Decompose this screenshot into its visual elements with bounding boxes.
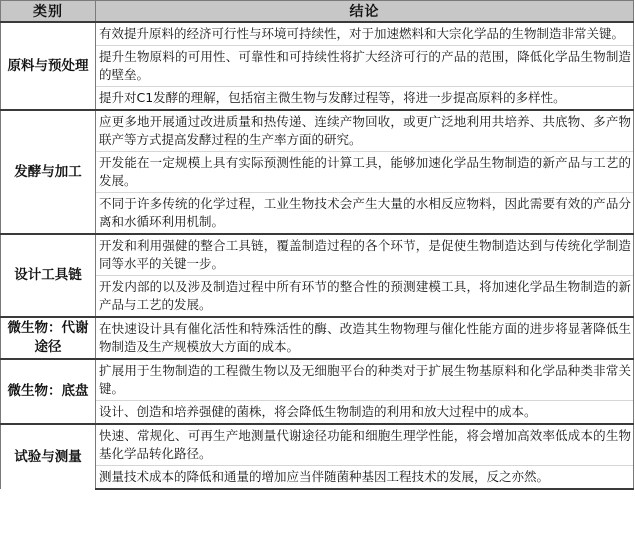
conclusion-cell: 开发内部的以及涉及制造过程中所有环节的整合性的预测建模工具，将加速化学品生物制造的新产品与工艺的发展。 xyxy=(96,276,634,318)
category-cell: 发酵与加工 xyxy=(1,110,96,234)
conclusion-cell: 在快速设计具有催化活性和特殊活性的酶、改造其生物物理与催化性能方面的进步将显著降低生物制造及生产规模放大方面的成本。 xyxy=(96,317,634,359)
category-cell: 原料与预处理 xyxy=(1,22,96,110)
conclusion-cell: 开发能在一定规模上具有实际预测性能的计算工具，能够加速化学品生物制造的新产品与工艺的发展。 xyxy=(96,152,634,193)
table-row xyxy=(1,466,634,490)
table-row xyxy=(1,401,634,425)
category-cell: 微生物：代谢途径 xyxy=(1,317,96,359)
table-row xyxy=(1,317,634,359)
header-conclusion: 结论 xyxy=(96,1,634,23)
table-row xyxy=(1,193,634,235)
category-cell: 试验与测量 xyxy=(1,424,96,489)
conclusion-cell: 提升生物原料的可用性、可靠性和可持续性将扩大经济可行的产品的范围，降低化学品生物制造的壁垒。 xyxy=(96,46,634,87)
conclusion-cell: 不同于许多传统的化学过程，工业生物技术会产生大量的水相反应物料，因此需要有效的产品分离和水循环利用机制。 xyxy=(96,193,634,235)
table-row xyxy=(1,87,634,111)
table-row xyxy=(1,276,634,318)
header-category: 类别 xyxy=(1,1,96,23)
category-cell: 微生物：底盘 xyxy=(1,359,96,424)
table-row xyxy=(1,152,634,193)
table-row xyxy=(1,46,634,87)
conclusion-cell: 设计、创造和培养强健的菌株，将会降低生物制造的利用和放大过程中的成本。 xyxy=(96,401,634,425)
category-cell: 设计工具链 xyxy=(1,234,96,317)
conclusion-cell: 测量技术成本的降低和通量的增加应当伴随菌种基因工程技术的发展，反之亦然。 xyxy=(96,466,634,490)
table-row xyxy=(1,110,634,152)
conclusion-cell: 提升对C1发酵的理解，包括宿主微生物与发酵过程等，将进一步提高原料的多样性。 xyxy=(96,87,634,111)
conclusion-cell: 有效提升原料的经济可行性与环境可持续性，对于加速燃料和大宗化学品的生物制造非常关键。 xyxy=(96,22,634,46)
table-row xyxy=(1,359,634,401)
conclusion-cell: 扩展用于生物制造的工程微生物以及无细胞平台的种类对于扩展生物基原料和化学品种类非常关键。 xyxy=(96,359,634,401)
header-row xyxy=(1,1,634,23)
table-row xyxy=(1,234,634,276)
table-row xyxy=(1,22,634,46)
table-row xyxy=(1,424,634,466)
conclusion-cell: 开发和利用强健的整合工具链，覆盖制造过程的各个环节，是促使生物制造达到与传统化学制造同等水平的关键一步。 xyxy=(96,234,634,276)
conclusion-cell: 应更多地开展通过改进质量和热传递、连续产物回收，或更广泛地利用共培养、共底物、多产物联产等方式提高发酵过程的生产率方面的研究。 xyxy=(96,110,634,152)
conclusion-cell: 快速、常规化、可再生产地测量代谢途径功能和细胞生理学性能，将会增加高效率低成本的生物基化学品转化路径。 xyxy=(96,424,634,466)
